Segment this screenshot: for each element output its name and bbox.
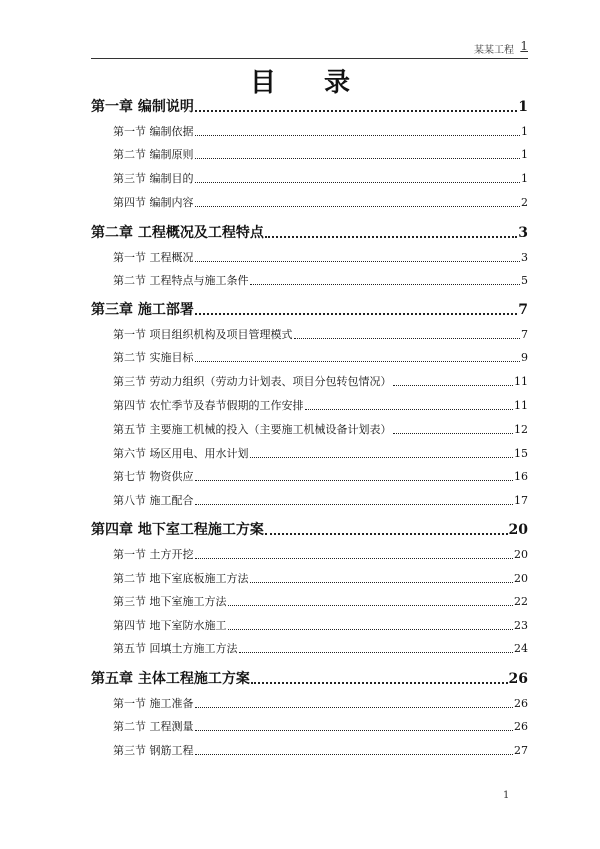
toc-entry-label: 第四章 地下室工程施工方案 bbox=[91, 522, 264, 538]
toc-entry-label: 第一节 工程概况 bbox=[113, 251, 194, 264]
toc-section-entry[interactable] bbox=[91, 194, 528, 210]
toc-dot-leader bbox=[195, 206, 521, 207]
toc-dot-leader bbox=[195, 558, 514, 559]
toc-dot-leader bbox=[195, 313, 517, 315]
toc-entry-page: 16 bbox=[514, 470, 528, 483]
toc-dot-leader bbox=[294, 338, 521, 339]
toc-entry-page: 1 bbox=[521, 172, 528, 185]
toc-entry-label: 第六节 场区用电、用水计划 bbox=[113, 447, 249, 460]
toc-dot-leader bbox=[195, 261, 521, 262]
toc-dot-leader bbox=[251, 682, 508, 684]
toc-section-entry[interactable] bbox=[91, 272, 528, 288]
toc-entry-page: 15 bbox=[514, 447, 528, 460]
toc-section-entry[interactable] bbox=[91, 468, 528, 484]
footer-page-number: 1 bbox=[503, 790, 510, 801]
toc-entry-label: 第四节 农忙季节及春节假期的工作安排 bbox=[113, 399, 304, 412]
toc-entry-page: 26 bbox=[514, 720, 528, 733]
toc-entry-label: 第五节 主要施工机械的投入（主要施工机械设备计划表） bbox=[113, 423, 392, 436]
toc-section-entry[interactable] bbox=[91, 123, 528, 139]
toc-dot-leader bbox=[195, 361, 521, 362]
toc-entry-page: 22 bbox=[514, 595, 528, 608]
toc-section-entry[interactable] bbox=[91, 373, 528, 389]
toc-section-entry[interactable] bbox=[91, 617, 528, 633]
toc-dot-leader bbox=[305, 409, 514, 410]
toc-section-entry[interactable] bbox=[91, 718, 528, 734]
toc-chapter-entry[interactable] bbox=[91, 519, 528, 539]
toc-chapter-entry[interactable] bbox=[91, 222, 528, 242]
toc-chapter-entry[interactable] bbox=[91, 668, 528, 688]
toc-entry-label: 第三章 施工部署 bbox=[91, 302, 194, 318]
toc-section-entry[interactable] bbox=[91, 695, 528, 711]
toc-entry-page: 5 bbox=[521, 274, 528, 287]
toc-dot-leader bbox=[195, 135, 521, 136]
toc-entry-label: 第一节 土方开挖 bbox=[113, 548, 194, 561]
toc-entry-label: 第二章 工程概况及工程特点 bbox=[91, 225, 264, 241]
toc-section-entry[interactable] bbox=[91, 146, 528, 162]
toc-dot-leader bbox=[393, 385, 514, 386]
toc-entry-label: 第四节 地下室防水施工 bbox=[113, 619, 227, 632]
toc-dot-leader bbox=[195, 158, 521, 159]
toc-section-entry[interactable] bbox=[91, 742, 528, 758]
header-title: 某某工程 bbox=[474, 45, 514, 56]
toc-entry-page: 3 bbox=[521, 251, 528, 264]
toc-entry-page: 20 bbox=[508, 522, 528, 538]
toc-entry-page: 26 bbox=[514, 697, 528, 710]
toc-section-entry[interactable] bbox=[91, 421, 528, 437]
toc-entry-label: 第二节 编制原则 bbox=[113, 148, 194, 161]
toc-title: 目录 bbox=[249, 68, 398, 98]
toc-dot-leader bbox=[195, 480, 514, 481]
toc-dot-leader bbox=[195, 707, 514, 708]
toc-entry-label: 第一节 施工准备 bbox=[113, 697, 194, 710]
toc-entry-label: 第一节 项目组织机构及项目管理模式 bbox=[113, 328, 293, 341]
toc-section-entry[interactable] bbox=[91, 570, 528, 586]
toc-entry-label: 第三节 劳动力组织（劳动力计划表、项目分包转包情况） bbox=[113, 375, 392, 388]
toc-section-entry[interactable] bbox=[91, 249, 528, 265]
toc-dot-leader bbox=[228, 629, 514, 630]
toc-entry-label: 第三节 地下室施工方法 bbox=[113, 595, 227, 608]
toc-entry-page: 9 bbox=[521, 351, 528, 364]
toc-entry-page: 17 bbox=[514, 494, 528, 507]
toc-entry-page: 27 bbox=[514, 744, 528, 757]
toc-entry-page: 20 bbox=[514, 572, 528, 585]
toc-entry-label: 第五章 主体工程施工方案 bbox=[91, 671, 250, 687]
toc-dot-leader bbox=[195, 730, 514, 731]
toc-entry-page: 24 bbox=[514, 642, 528, 655]
toc-entry-label: 第二节 工程测量 bbox=[113, 720, 194, 733]
toc-entry-page: 1 bbox=[521, 148, 528, 161]
toc-chapter-entry[interactable] bbox=[91, 96, 528, 116]
toc-entry-page: 1 bbox=[521, 125, 528, 138]
toc-entry-label: 第二节 地下室底板施工方法 bbox=[113, 572, 249, 585]
toc-entry-label: 第三节 钢筋工程 bbox=[113, 744, 194, 757]
toc-dot-leader bbox=[195, 182, 521, 183]
toc-dot-leader bbox=[250, 582, 514, 583]
toc-entry-page: 11 bbox=[514, 375, 528, 388]
toc-entry-page: 11 bbox=[514, 399, 528, 412]
toc-entry-label: 第一章 编制说明 bbox=[91, 99, 194, 115]
toc-dot-leader bbox=[250, 457, 514, 458]
toc-dot-leader bbox=[228, 605, 514, 606]
toc-section-entry[interactable] bbox=[91, 397, 528, 413]
toc-dot-leader bbox=[195, 504, 514, 505]
toc-section-entry[interactable] bbox=[91, 593, 528, 609]
toc-entry-label: 第五节 回填土方施工方法 bbox=[113, 642, 238, 655]
toc-entry-label: 第三节 编制目的 bbox=[113, 172, 194, 185]
toc-entry-label: 第八节 施工配合 bbox=[113, 494, 194, 507]
toc-entry-page: 26 bbox=[508, 671, 528, 687]
toc-entry-label: 第一节 编制依据 bbox=[113, 125, 194, 138]
toc-entry-page: 2 bbox=[521, 196, 528, 209]
toc-entry-label: 第四节 编制内容 bbox=[113, 196, 194, 209]
toc-entry-page: 12 bbox=[514, 423, 528, 436]
toc-section-entry[interactable] bbox=[91, 170, 528, 186]
toc-entry-label: 第七节 物资供应 bbox=[113, 470, 194, 483]
toc-entry-page: 3 bbox=[518, 225, 528, 241]
header-page-number: 1 bbox=[520, 39, 528, 53]
toc-section-entry[interactable] bbox=[91, 492, 528, 508]
toc-dot-leader bbox=[195, 754, 514, 755]
page-header bbox=[91, 38, 528, 59]
toc-dot-leader bbox=[265, 533, 508, 535]
toc-section-entry[interactable] bbox=[91, 546, 528, 562]
toc-dot-leader bbox=[393, 433, 514, 434]
toc-entry-page: 7 bbox=[518, 302, 528, 318]
toc-dot-leader bbox=[195, 110, 517, 112]
toc-section-entry[interactable] bbox=[91, 349, 528, 365]
toc-section-entry[interactable] bbox=[91, 326, 528, 342]
toc-entry-label: 第二节 工程特点与施工条件 bbox=[113, 274, 249, 287]
toc-entry-page: 23 bbox=[514, 619, 528, 632]
toc-dot-leader bbox=[265, 236, 517, 238]
toc-chapter-entry[interactable] bbox=[91, 299, 528, 319]
toc-section-entry[interactable] bbox=[91, 640, 528, 656]
toc-entry-page: 1 bbox=[518, 99, 528, 115]
toc-entry-label: 第二节 实施目标 bbox=[113, 351, 194, 364]
toc-entry-page: 20 bbox=[514, 548, 528, 561]
toc-dot-leader bbox=[239, 652, 514, 653]
toc-section-entry[interactable] bbox=[91, 445, 528, 461]
toc-entry-page: 7 bbox=[521, 328, 528, 341]
toc-dot-leader bbox=[250, 284, 521, 285]
